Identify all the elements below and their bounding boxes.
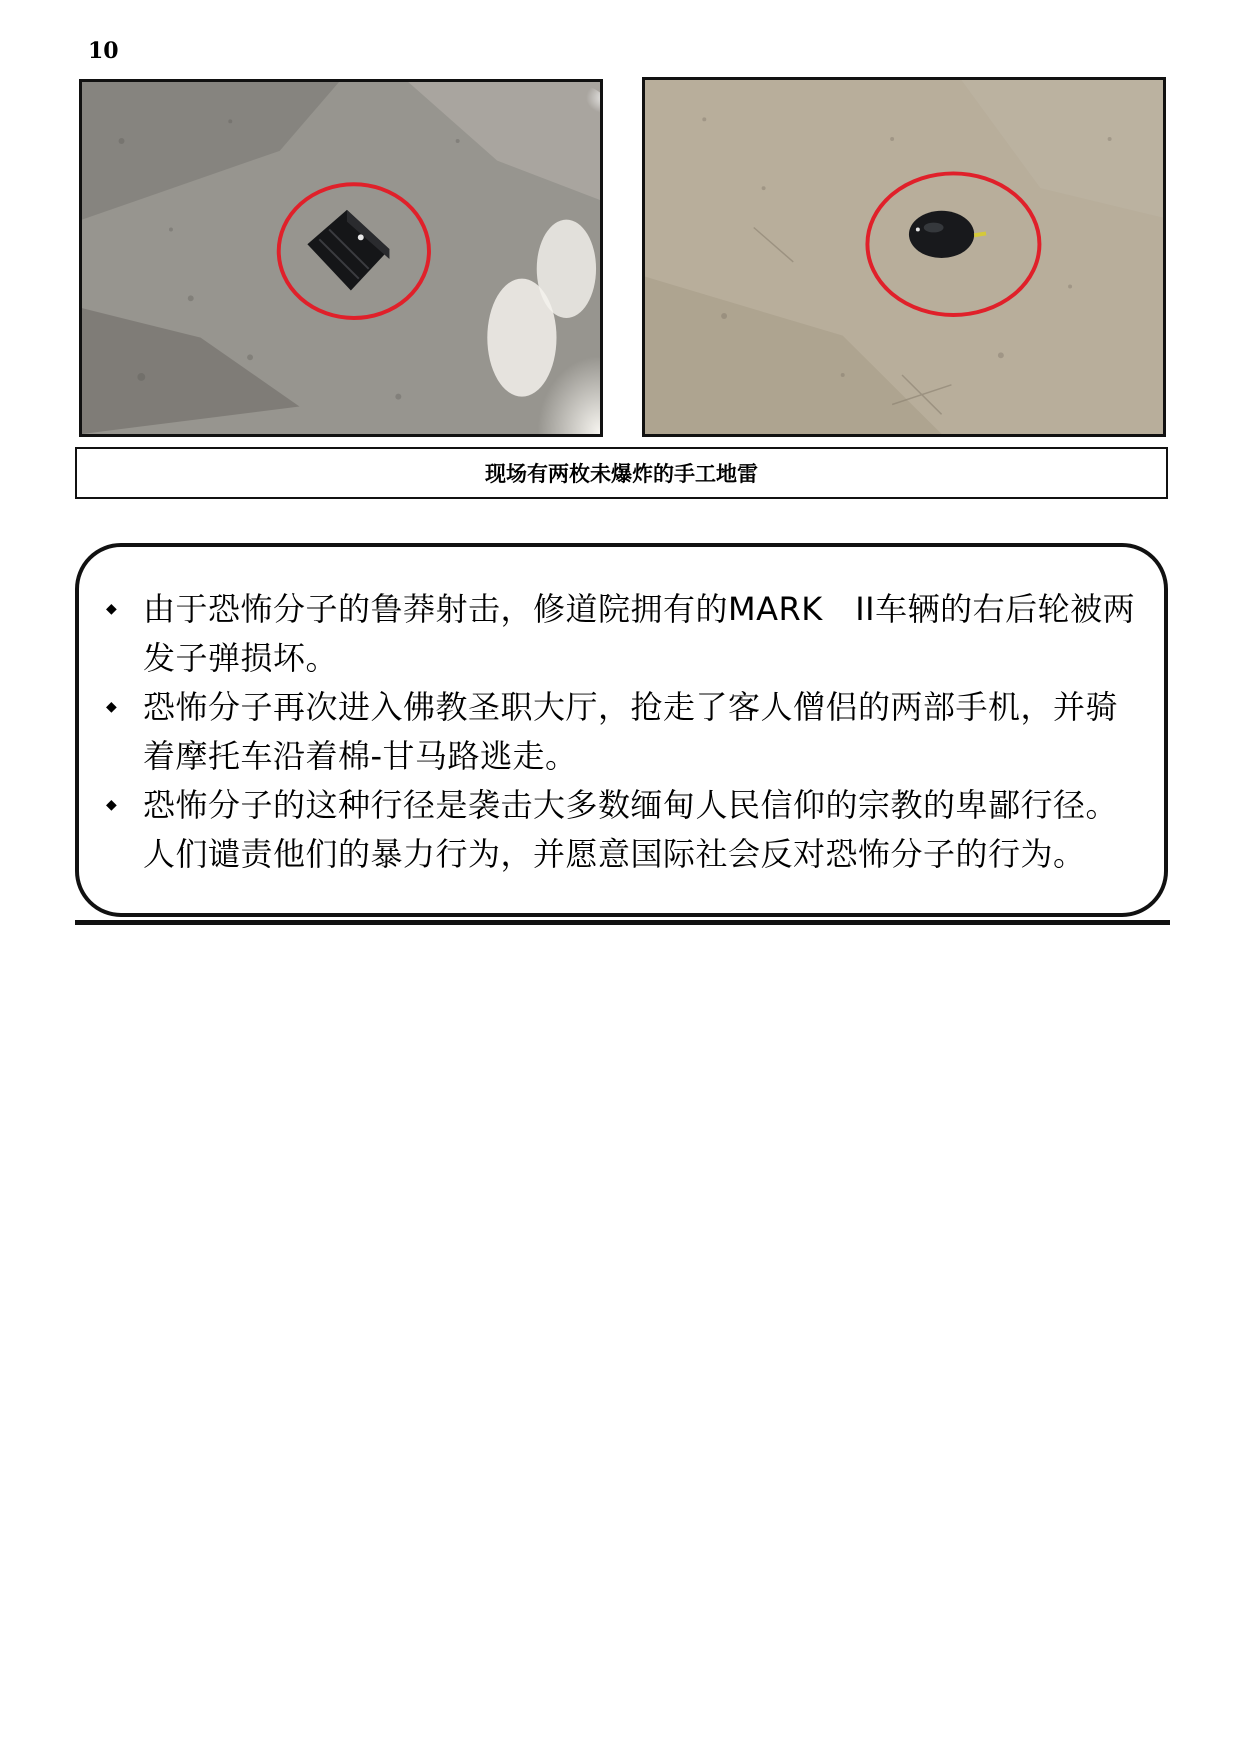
landmine-photo-right — [642, 77, 1166, 437]
landmine-photo-left — [79, 79, 603, 437]
diamond-bullet-icon: ◆ — [106, 601, 117, 617]
diamond-bullet-icon: ◆ — [106, 797, 117, 813]
landmine-photo-left-image — [82, 82, 600, 434]
bullet-text: 恐怖分子再次进入佛教圣职大厅，抢走了客人僧侣的两部手机，并骑着摩托车沿着棉-甘马路逃走。 — [143, 688, 1119, 775]
diamond-bullet-icon: ◆ — [106, 699, 117, 715]
list-item — [103, 781, 1140, 879]
list-item — [103, 683, 1140, 781]
bullet-text: 恐怖分子的这种行径是袭击大多数缅甸人民信仰的宗教的卑鄙行径。人们谴责他们的暴力行为，并愿意国际社会反对恐怖分子的行为。 — [143, 786, 1119, 873]
landmine-photo-right-image — [645, 80, 1163, 434]
photo-caption: 现场有两枚未爆炸的手工地雷 — [75, 447, 1168, 499]
incident-summary-panel — [75, 543, 1168, 917]
section-divider — [75, 920, 1170, 925]
incident-bullet-list — [103, 585, 1140, 879]
list-item — [103, 585, 1140, 683]
page-number: 10 — [88, 38, 119, 64]
bullet-text: 由于恐怖分子的鲁莽射击，修道院拥有的MARK II车辆的右后轮被两发子弹损坏。 — [143, 590, 1136, 677]
